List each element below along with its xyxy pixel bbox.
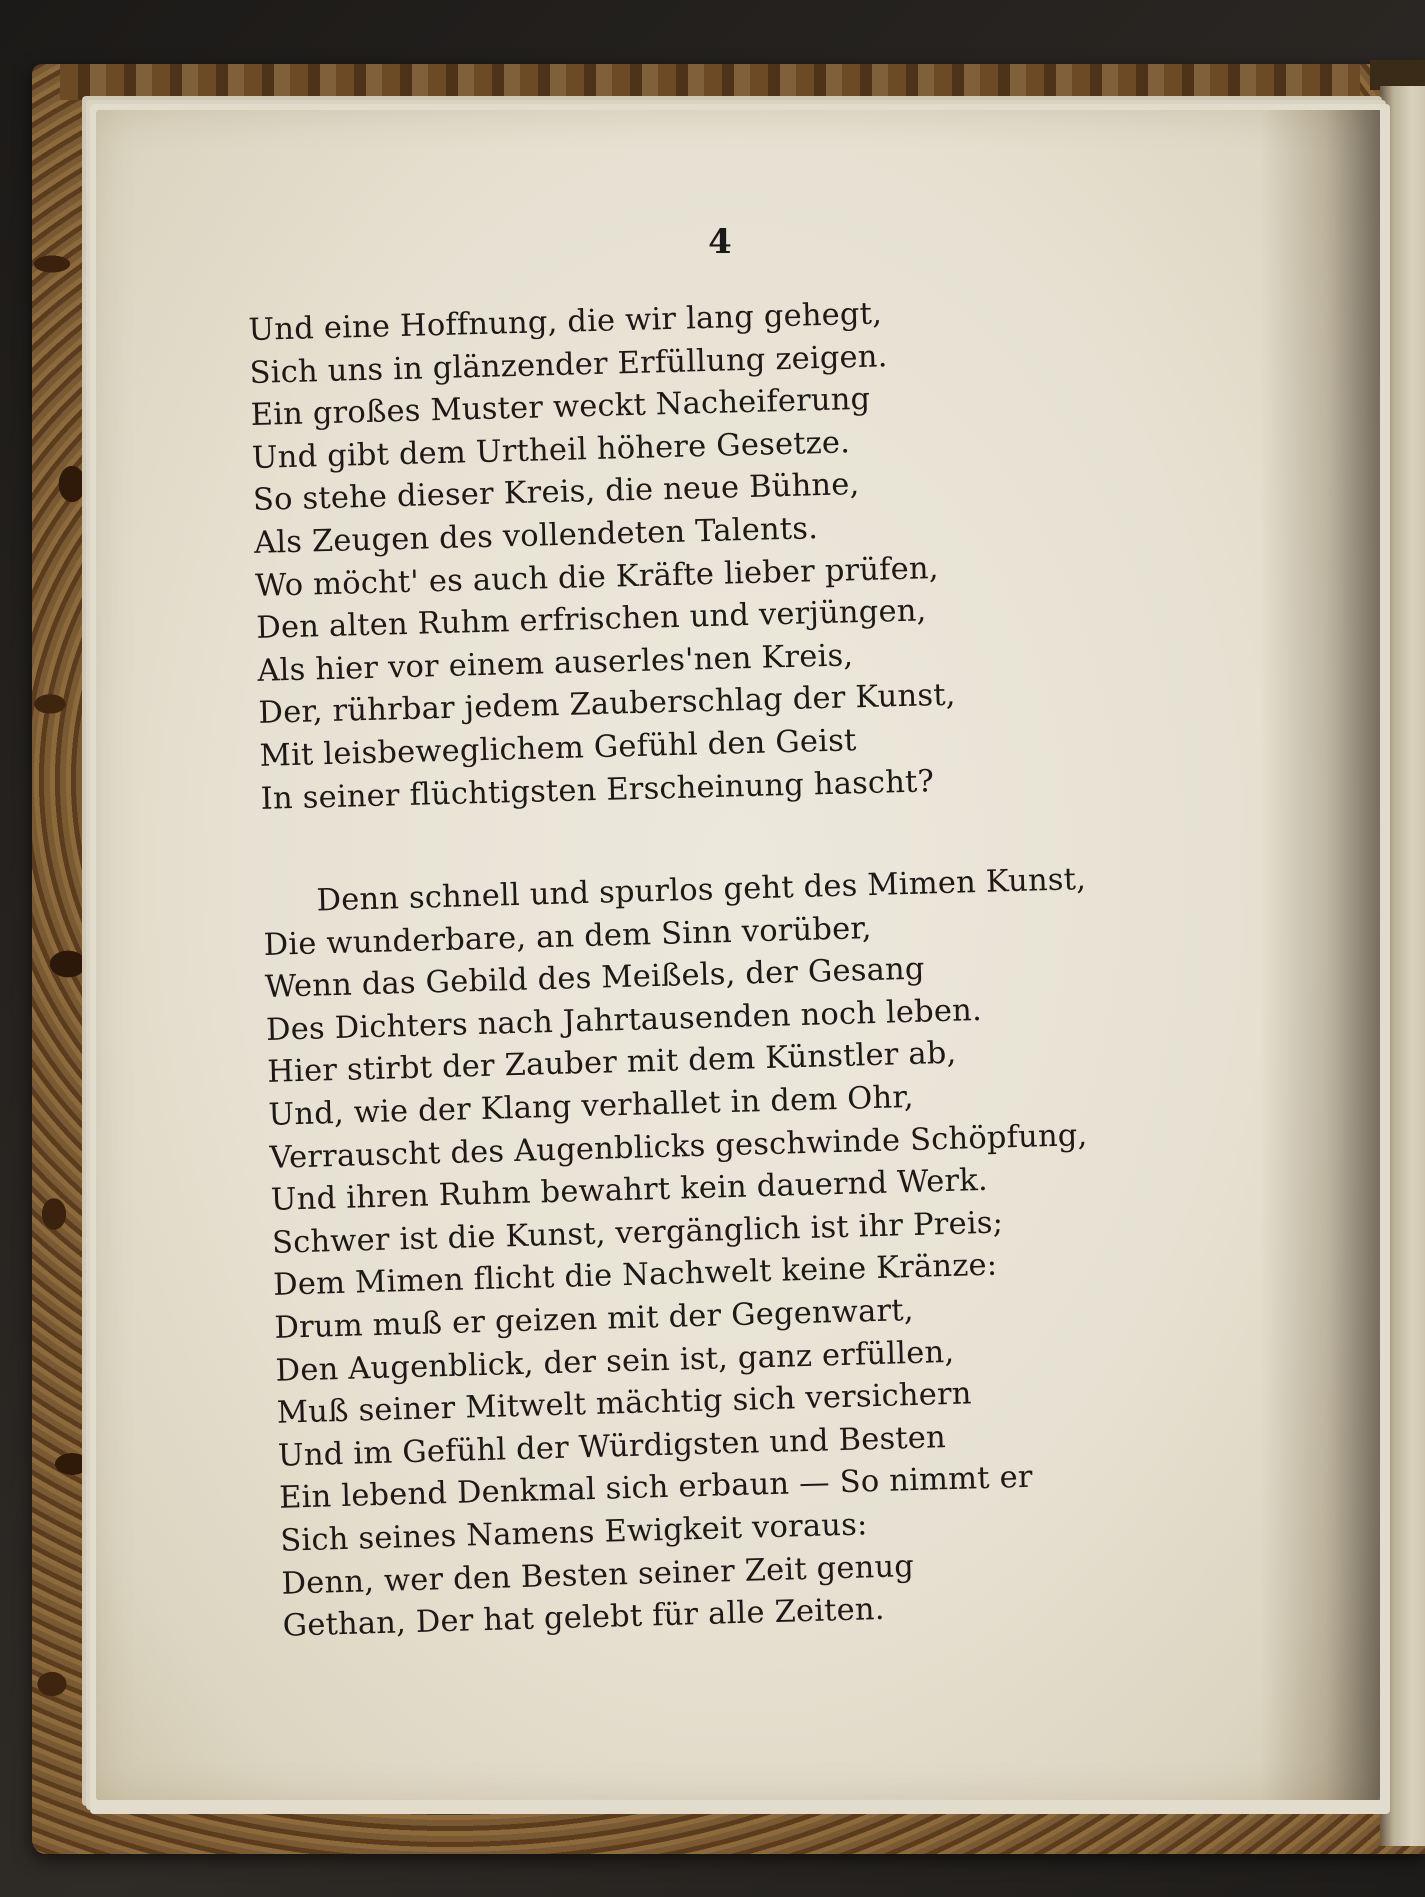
stanza-2	[262, 859, 1107, 1648]
verse-line: Des Dichters nach Jahrtausenden noch leben.	[265, 992, 983, 1048]
verse-line: Sich uns in glänzender Erfüllung zeigen.	[249, 338, 888, 391]
verse-line: Und im Gefühl der Würdigsten und Besten	[277, 1419, 947, 1474]
verse-line: Gethan, Der hat gelebt für alle Zeiten.	[282, 1592, 886, 1644]
verse-line: Wo möcht' es auch die Kräfte lieber prüfen,	[254, 550, 940, 604]
verse-line: Der, rührbar jedem Zauberschlag der Kunst,	[258, 677, 957, 732]
verse-line: Verrauscht des Augenblicks geschwinde Schöpfung,	[269, 1117, 1088, 1176]
stanza-1	[248, 292, 958, 821]
verse-line: Ein großes Muster weckt Nacheiferung	[250, 381, 871, 434]
verse-line: Drum muß er geizen mit der Gegenwart,	[273, 1292, 915, 1346]
verse-line: Und eine Hoffnung, die wir lang gehegt,	[248, 296, 883, 348]
verse-line: Schwer ist die Kunst, vergänglich ist ihr Preis;	[271, 1205, 1004, 1261]
verse-line: Und ihren Ruhm bewahrt kein dauernd Werk.	[270, 1163, 989, 1219]
cover-top-edge	[60, 64, 1360, 100]
page-gutter-shadow	[1260, 110, 1380, 1800]
verse-line: Hier stirbt der Zauber mit dem Künstler ab,	[266, 1036, 957, 1091]
verse-line: Sich seines Namens Ewigkeit voraus:	[279, 1507, 868, 1559]
verse-line: So stehe dieser Kreis, die neue Bühne,	[252, 467, 860, 519]
verse-line: Mit leisbeweglichem Gefühl den Geist	[259, 723, 857, 774]
verse-line: In seiner flüchtigsten Erscheinung hascht?	[260, 763, 935, 817]
verse-line: Und, wie der Klang verhallet in dem Ohr,	[268, 1079, 915, 1133]
page-number: 4	[708, 222, 732, 262]
verse-line: Den Augenblick, der sein ist, ganz erfüllen,	[275, 1334, 955, 1389]
verse-line: Denn schnell und spurlos geht des Mimen Kunst,	[316, 861, 1087, 919]
verse-line: Und gibt dem Urtheil höhere Gesetze.	[251, 425, 851, 476]
verse-line: Als hier vor einem auserles'nen Kreis,	[256, 638, 854, 689]
verse-line: Den alten Ruhm erfrischen und verjüngen,	[255, 593, 927, 647]
verse-line: Denn, wer den Besten seiner Zeit genug	[281, 1548, 915, 1602]
verse-line: Wenn das Gebild des Meißels, der Gesang	[264, 951, 926, 1006]
verse-line: Dem Mimen flicht die Nachwelt keine Kränze:	[272, 1247, 998, 1304]
verse-line: Muß seiner Mitwelt mächtig sich versichern	[276, 1376, 973, 1431]
verse-line: Ein lebend Denkmal sich erbaun — So nimmt er	[278, 1460, 1034, 1517]
verse-line: Als Zeugen des vollendeten Talents.	[253, 511, 819, 561]
verse-line: Die wunderbare, an dem Sinn vorüber,	[263, 910, 873, 963]
